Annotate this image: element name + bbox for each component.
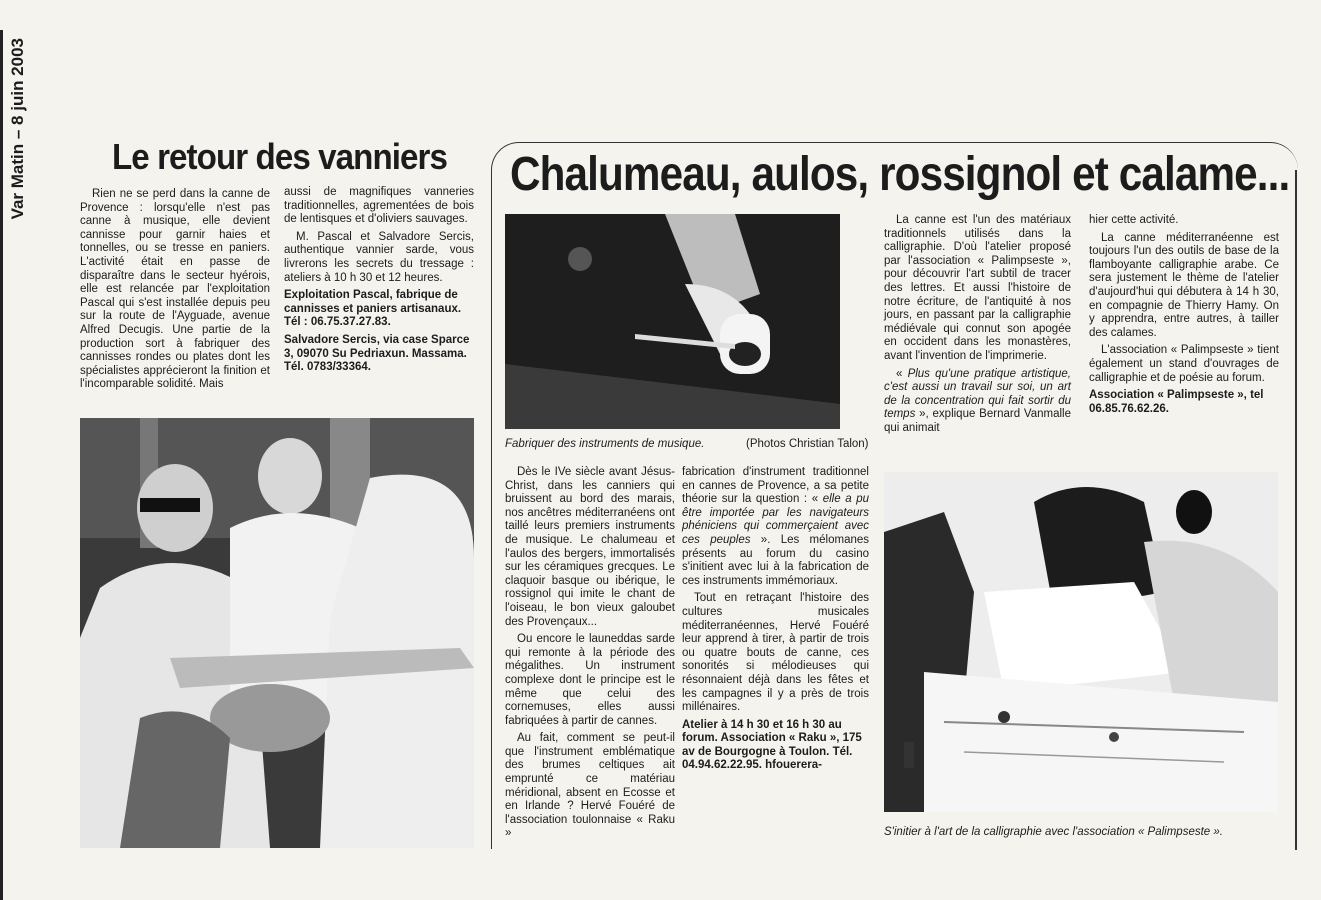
article2-colA-p2: Ou encore le launeddas sarde qui remonte à la période des mégalithes. Un instrument complexe dont le principe est le même que celui des cornemuses, elles aussi fabriquées à partir de cannes. bbox=[505, 633, 675, 727]
masthead bbox=[8, 40, 42, 240]
article1-contact-pascal: Exploitation Pascal, fabrique de cannisses et paniers artisanaux. Tél : 06.75.37.27.83. bbox=[284, 289, 462, 329]
page-edge-line bbox=[0, 30, 3, 900]
article1-col2-p1: aussi de magnifiques vanneries traditionnelles, agrementées de bois de lentisques et d'oliviers sauvages. bbox=[284, 186, 474, 226]
article2-colB-p2: Tout en retraçant l'histoire des cultures musicales méditerranéennes, Hervé Fouéré leur apprend à tirer, à partir de trois ou quatre bouts de canne, ces sonorités si mélodieuses qui résonnaient déjà dans les fêtes et les campagnes il y a près de trois millénaires. bbox=[682, 592, 869, 714]
article2-colD-p1: hier cette activité. bbox=[1089, 214, 1179, 226]
article1-col1 bbox=[80, 188, 270, 396]
article1-title: Le retour des vanniers bbox=[112, 136, 448, 177]
article2-colA bbox=[505, 466, 675, 845]
calligraphy-photo bbox=[884, 472, 1278, 812]
vanniers-photo bbox=[80, 418, 474, 848]
article2-colC-p2 bbox=[884, 368, 1071, 436]
article1-col2 bbox=[284, 186, 474, 379]
colC-p2-end: », explique Bernard Vanmalle qui animait bbox=[884, 408, 1071, 434]
article1-col1-text: Rien ne se perd dans la canne de Provence : lorsqu'elle n'est pas canne à musique, elle devient cannisse pour garnir haies et tonnelles, ou se tresse en paniers. L'activité était en passe de disparaître dans le secteur hyérois, elle est relancée par l'exploitation Pascal qui s'est installée depuis peu sur la route de l'Ayguade, avenue Alfred Decugis. Une partie de la production sort à fabriquer des cannisses rondes ou plates dont les spécialistes apprécieront la finition et l'incomparable solidité. Mais bbox=[80, 188, 270, 391]
article2-colA-p3: Au fait, comment se peut-il que l'instrument emblématique des brumes celtiques ait emprunté ce matériau méridional, absent en Ecosse et en Irlande ? Hervé Fouéré de l'association toulonnaise « Raku » bbox=[505, 732, 675, 840]
vanniers-photo-image bbox=[80, 418, 474, 848]
photo2-caption: S'initier à l'art de la calligraphie avec l'association « Palimpseste ». bbox=[884, 826, 1223, 838]
article2-colA-p1: Dès le IVe siècle avant Jésus-Christ, dans les canniers qui bruissent au bord des marais, nos ancêtres méditerranéens ont taillé leurs premiers instruments de musique. Le chalumeau et l'aulos des bergers, immortalisés sur les céramiques grecques. Le claquoir basque ou ibérique, le rossignol qui imite le chant de l'oiseau, le bon vieux galoubet des Provençaux... bbox=[505, 466, 675, 628]
photo1-credit: (Photos Christian Talon) bbox=[746, 438, 869, 450]
photo1-caption: Fabriquer des instruments de musique. bbox=[505, 438, 705, 450]
article2-title: Chalumeau, aulos, rossignol et calame... bbox=[510, 148, 1290, 201]
colC-p2-open: « bbox=[896, 367, 908, 380]
article2-colD-p2: La canne méditerranéenne est toujours l'un des outils de base de la flamboyante calligraphie arabe. Ce sera justement le thème de l'atelier d'aujourd'hui qui débutera à 14 h 30, en compagnie de Thierry Hamy. On y apprendra, entre autres, à tailler des calames. bbox=[1089, 231, 1279, 339]
article2-colC-p1: La canne est l'un des matériaux traditionnels utilisés dans la calligraphie. D'où l'atelier proposé par l'association « Palimpseste », pour découvrir l'art subtil de tracer des lettres. Et aussi l'histoire de notre écriture, de l'antiquité à nos jours, en passant par la calligraphie médiévale qui connut son apogée en occident dans les monastères, avant l'invention de l'imprimerie. bbox=[884, 214, 1071, 362]
colB-p1-quote: elle a pu être importée par les navigateurs phéniciens qui commerçaient avec ces peuples bbox=[682, 493, 869, 546]
article1-col2-p2: M. Pascal et Salvadore Sercis, authentique vannier sarde, vous livrerons les secrets du tressage : ateliers à 10 h 30 et 12 heures. bbox=[284, 230, 474, 284]
masthead-text: Var Matin – 8 juin 2003 bbox=[8, 38, 27, 220]
instruments-photo bbox=[505, 214, 840, 429]
article1-contact-sercis: Salvadore Sercis, via case Sparce 3, 09070 Su Pedriaxun. Massama. Tél. 0783/33364. bbox=[284, 333, 470, 374]
colB-p1-start: fabrication d'instrument traditionnel en cannes de Provence, a sa petite théorie sur la question : « bbox=[682, 466, 869, 506]
article2-palimpseste-contact: Association « Palimpseste », tel 06.85.76.62.26. bbox=[1089, 389, 1264, 415]
article2-colD-p3: L'association « Palimpseste » tient également un stand d'ouvrages de calligraphie et de poésie au forum. bbox=[1089, 344, 1279, 384]
colB-p1-end: ». Les mélomanes présents au forum du casino s'initient avec lui à la fabrication de ces instruments immémoriaux. bbox=[682, 533, 870, 587]
article2-colC bbox=[884, 214, 1071, 440]
calligraphy-photo-image bbox=[884, 472, 1278, 812]
article2-raku-contact: Atelier à 14 h 30 et 16 h 30 au forum. Association « Raku », 175 av de Bourgogne à Toulon. Tél. 04.94.62.22.95. hfouerera- bbox=[682, 718, 862, 772]
instruments-photo-image bbox=[505, 214, 840, 429]
article2-colB-p1 bbox=[682, 466, 869, 588]
article2-frame-right bbox=[1295, 170, 1297, 850]
article2-colD bbox=[1089, 214, 1279, 420]
colC-p2-quote: Plus qu'une pratique artistique, c'est aussi un travail sur soi, un art de la concentration qui fait sortir du temps bbox=[884, 367, 1072, 421]
article2-colB bbox=[682, 466, 869, 777]
